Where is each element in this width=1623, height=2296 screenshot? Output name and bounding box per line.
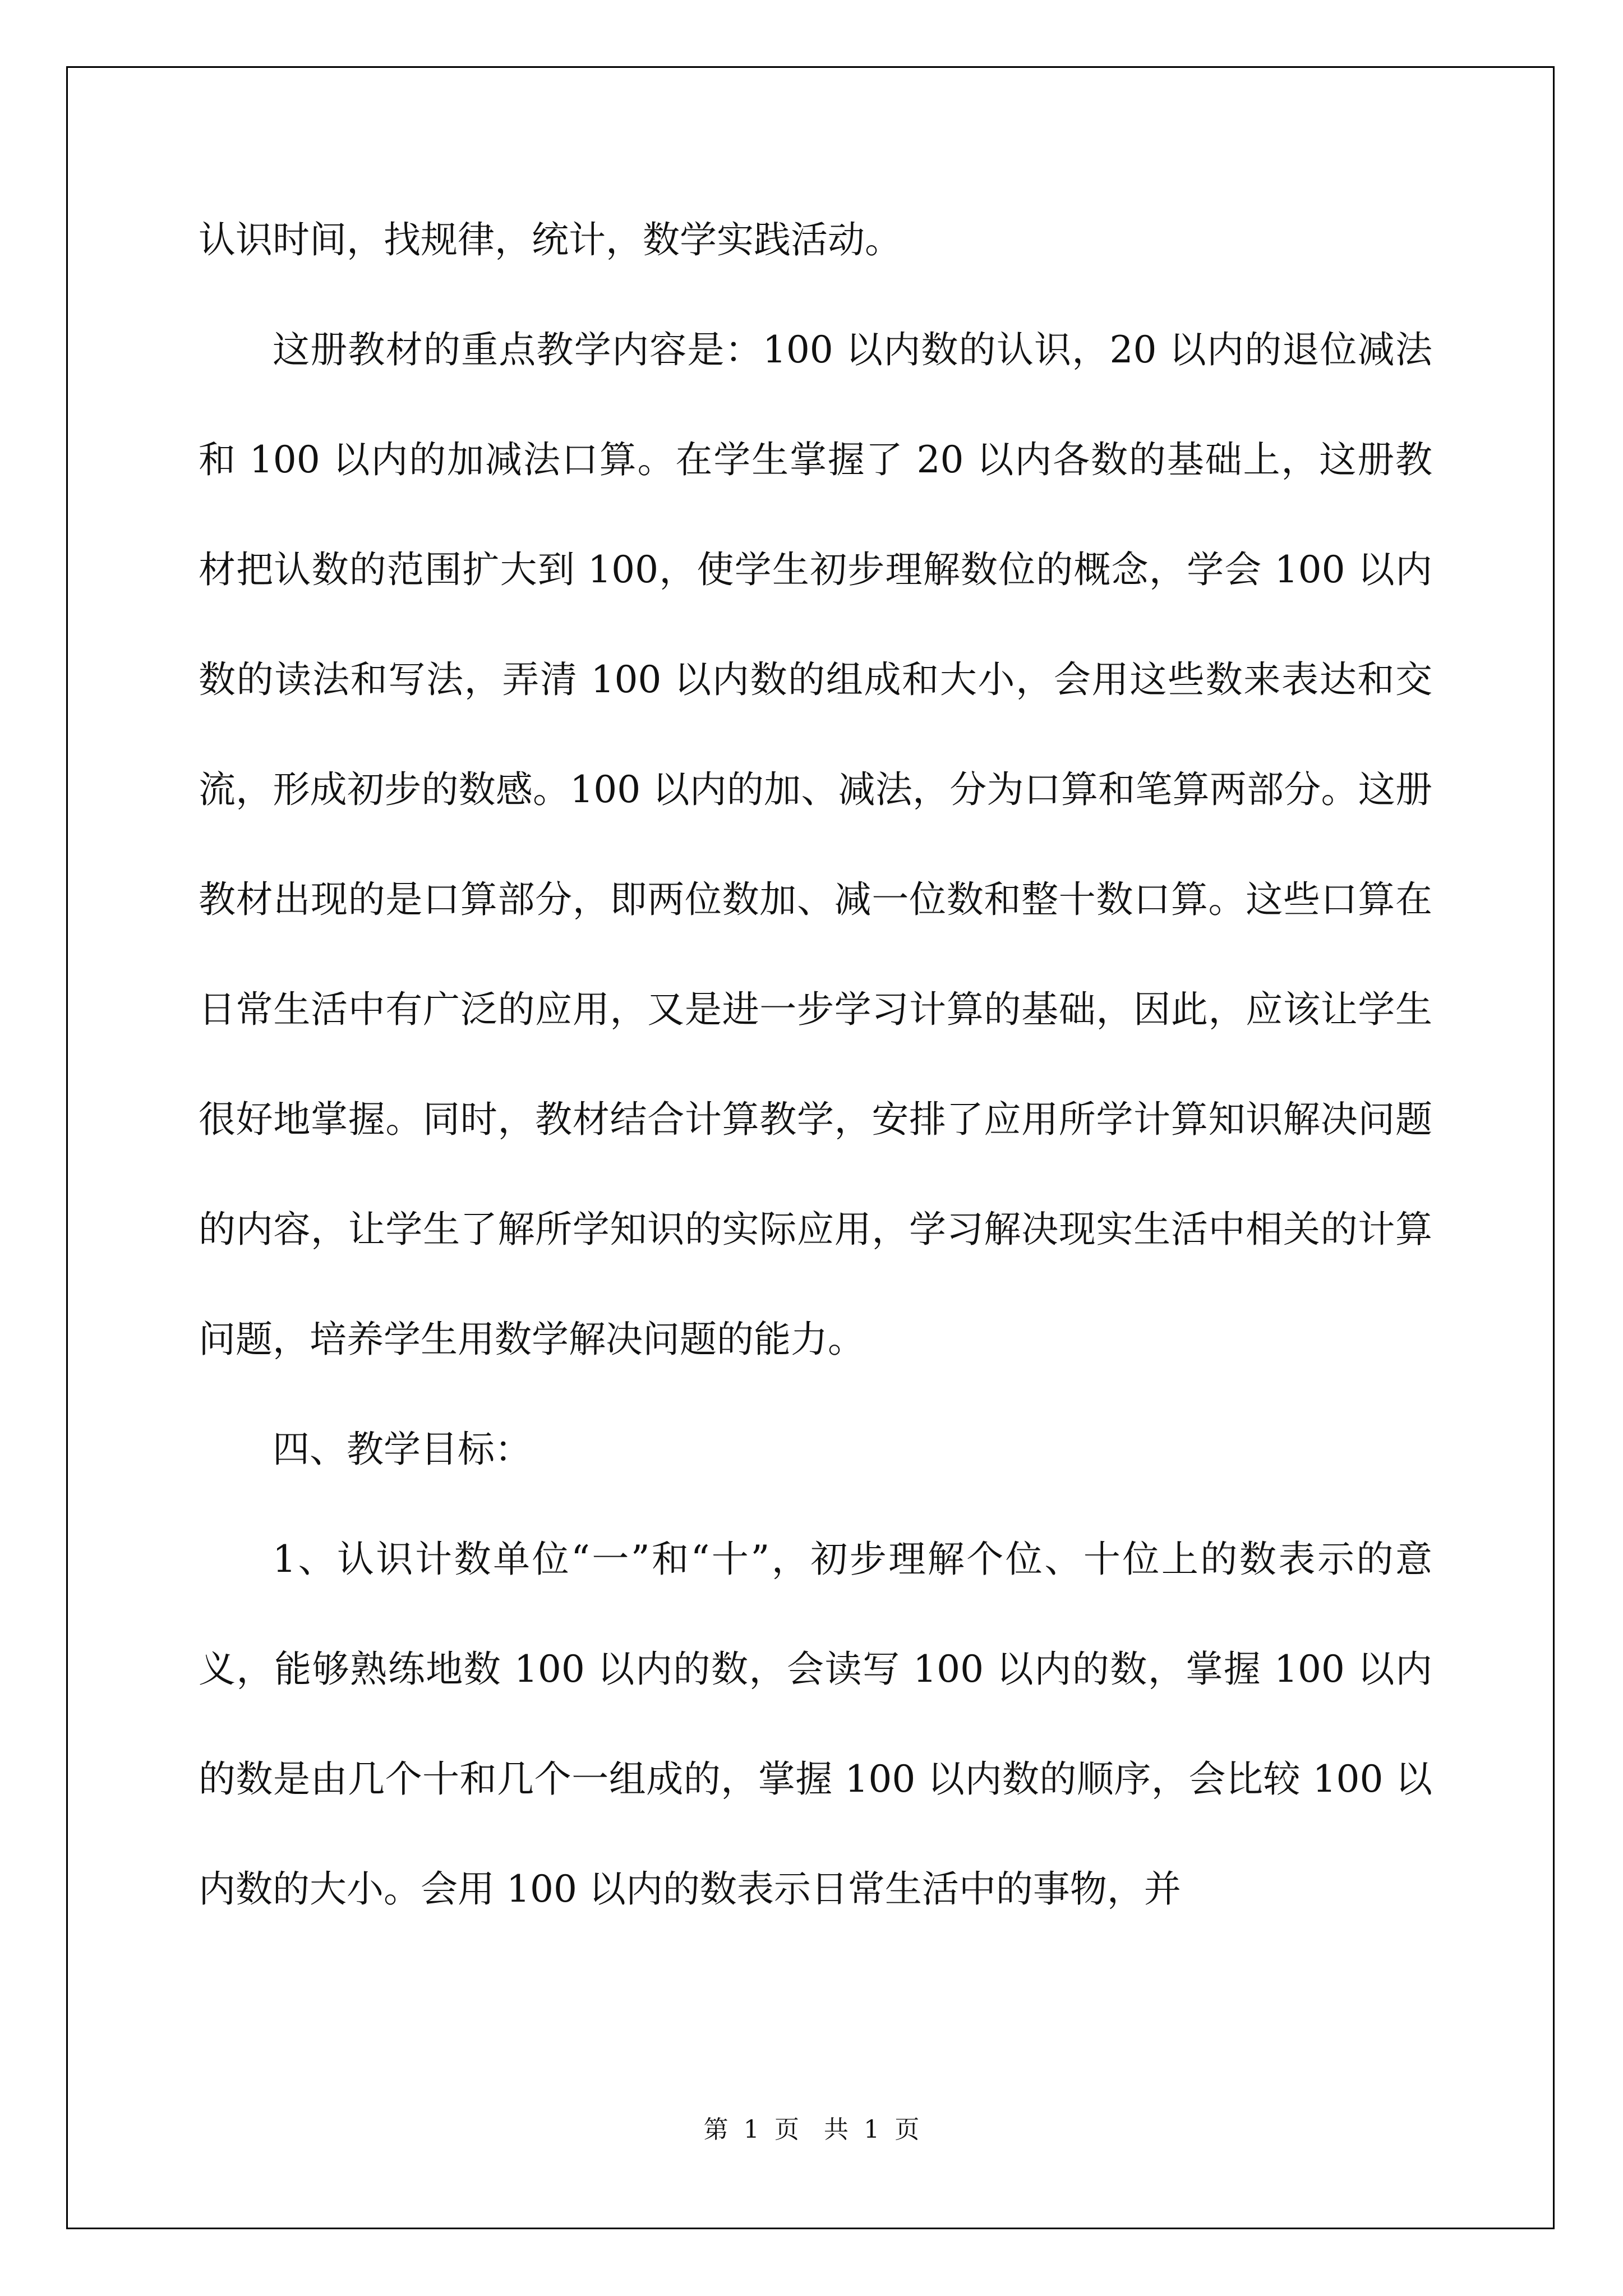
paragraph-continuation: 认识时间，找规律，统计，数学实践活动。 xyxy=(199,218,902,261)
document-body xyxy=(199,185,1432,1944)
paragraph-key-content: 这册教材的重点教学内容是：100 以内数的认识，20 以内的退位减法和 100 以内的加减法口算。在学生掌握了 20 以内各数的基础上，这册教材把认数的范围扩大到 100，使学生初步理解数位的概念，学会 100 以内数的读法和写法，弄清 100 以内数的组成和大小，会用这些数来表达和交流，形成初步的数感。100 以内的加、减法，分为口算和笔算两部分。这册教材出现的是口算部分，即两位数加、减一位数和整十数口算。这些口算在日常生活中有广泛的应用，又是进一步学习计算的基础，因此，应该让学生很好地掌握。同时，教材结合计算教学，安排了应用所学计算知识解决问题的内容，让学生了解所学知识的实际应用，学习解决现实生活中相关的计算问题，培养学生用数学解决问题的能力。 xyxy=(199,328,1432,1361)
page-number-footer: 第 1 页 共 1 页 xyxy=(703,2115,920,2144)
paragraph-goal-1: 1、认识计数单位“一”和“十”，初步理解个位、十位上的数表示的意义，能够熟练地数 100 以内的数，会读写 100 以内的数，掌握 100 以内的数是由几个十和几个一组成的，掌握 100 以内数的顺序，会比较 100 以内数的大小。会用 100 以内的数表示日常生活中的事物，并 xyxy=(199,1538,1432,1911)
section-heading-teaching-goals: 四、教学目标： xyxy=(273,1428,532,1471)
